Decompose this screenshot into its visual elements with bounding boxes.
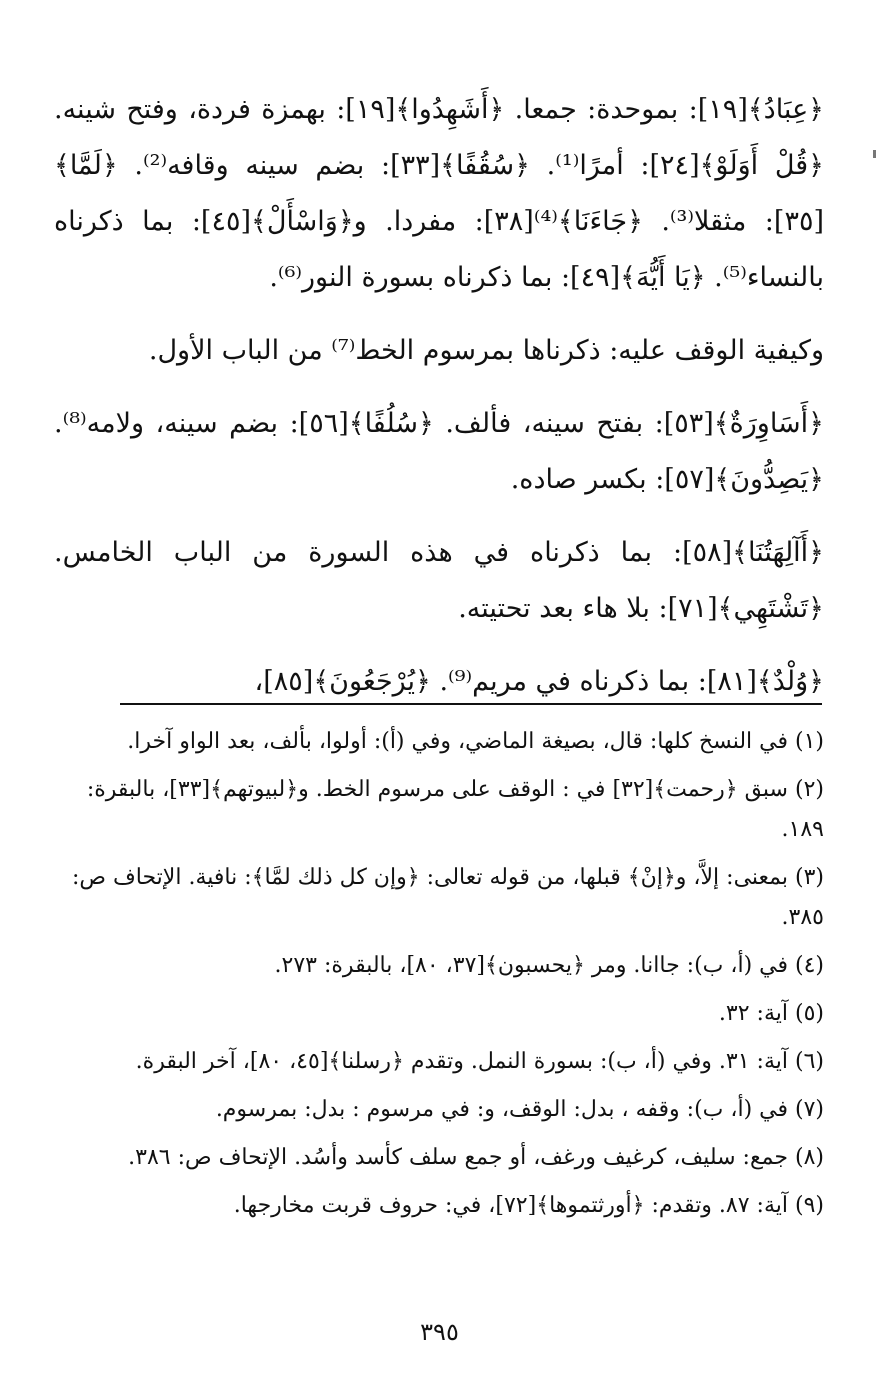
page-number: ٣٩٥ <box>420 1318 459 1346</box>
paragraph-2: وكيفية الوقف عليه: ذكرناها بمرسوم الخط⁽⁷⁾ من الباب الأول. <box>148 335 824 366</box>
footnote-separator <box>120 703 822 705</box>
footnote-9: (٩) آية: ٨٧. وتقدم: ﴿أورثتموها﴾[٧٢]، في: حروف قربت مخارجها. <box>233 1193 824 1218</box>
main-text <box>54 82 824 727</box>
footnotes <box>54 722 824 1234</box>
footnote-3: (٣) بمعنى: إلاَّ، و﴿إنْ﴾ قبلها، من قوله تعالى: ﴿وإن كل ذلك لمَّا﴾: نافية. الإتحاف ص: ٣٨٥. <box>71 865 824 930</box>
paragraph-1: ﴿عِبَادُ﴾[١٩]: بموحدة: جمعا. ﴿أَشَهِدُوا﴾[١٩]: بهمزة فردة، وفتح شينه. ﴿قُلْ أَوَلَوْ﴾[٢٤]: أمرًا⁽¹⁾. ﴿سُقُفًا﴾[٣٣]: بضم سينه وقافه⁽²⁾. ﴿لَمَّا﴾[٣٥]: مثقلا⁽³⁾. ﴿جَاءَنَا﴾⁽⁴⁾[٣٨]: مفردا. و﴿وَاسْأَلْ﴾[٤٥]: بما ذكرناه بالنساء⁽⁵⁾. ﴿يَا أَيُّهَ﴾[٤٩]: بما ذكرناه بسورة النور⁽⁶⁾. <box>54 94 824 293</box>
paragraph-5: ﴿وُلْدٌ﴾[٨١]: بما ذكرناه في مريم⁽⁹⁾. ﴿يُرْجَعُونَ﴾[٨٥]، <box>254 666 824 697</box>
paragraph-4: ﴿أَآلِهَتُنَا﴾[٥٨]: بما ذكرناه في هذه السورة من الباب الخامس. ﴿تَشْتَهِي﴾[٧١]: بلا هاء بعد تحتيته. <box>54 537 824 624</box>
paragraph-3: ﴿أَسَاوِرَةٌ﴾[٥٣]: بفتح سينه، فألف. ﴿سُلُفًا﴾[٥٦]: بضم سينه، ولامه⁽⁸⁾. ﴿يَصِدُّونَ﴾[٥٧]: بكسر صاده. <box>54 408 824 495</box>
margin-mark <box>873 150 876 158</box>
footnote-1: (١) في النسخ كلها: قال، بصيغة الماضي، وفي (أ): أولوا، بألف، بعد الواو آخرا. <box>127 729 824 754</box>
footnote-7: (٧) في (أ، ب): وقفه ، بدل: الوقف، و: في مرسوم : بدل: بمرسوم. <box>215 1097 824 1122</box>
footnote-8: (٨) جمع: سليف، كرغيف ورغف، أو جمع سلف كأسد وأسُد. الإتحاف ص: ٣٨٦. <box>128 1145 824 1170</box>
footnote-2: (٢) سبق ﴿رحمت﴾[٣٢] في : الوقف على مرسوم الخط. و﴿لبيوتهم﴾[٣٣]، بالبقرة: ١٨٩. <box>86 777 824 842</box>
footnote-6: (٦) آية: ٣١. وفي (أ، ب): بسورة النمل. وتقدم ﴿رسلنا﴾[٤٥، ٨٠]، آخر البقرة. <box>135 1049 824 1074</box>
footnote-4: (٤) في (أ، ب): جاانا. ومر ﴿يحسبون﴾[٣٧، ٨٠]، بالبقرة: ٢٧٣. <box>274 953 824 978</box>
footnote-5: (٥) آية: ٣٢. <box>718 1001 824 1026</box>
